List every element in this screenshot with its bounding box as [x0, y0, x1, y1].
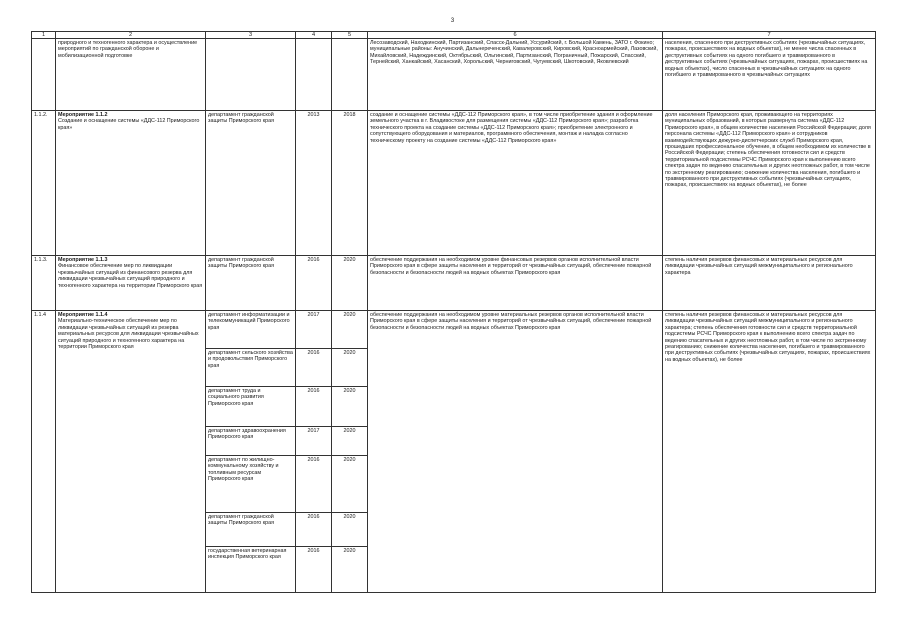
measure-cell: природного и техногенного характера и осуществление мероприятий по гражданской обороне и мобилизационной подготовке: [56, 39, 206, 111]
measure-description: Создание и оснащение системы «ДДС-112 Приморского края»: [58, 118, 200, 131]
result-cell: степень наличия резервов финансовых и материальных ресурсов для ликвидации чрезвычайных ситуаций межмуниципального и регионального характера; степень обеспечения готовности сил и средств территориальной подсистемы РСЧС Приморского края к выполнению всего спектра задач по ведению спасательных и других неотложных работ, в том числе по экстренному реагированию; снижение количества населения, погибшего и травмированного при деструктивных событиях (чрезвычайных ситуациях, пожарах, происшествиях на водных объектах), не более: [663, 311, 876, 593]
measure-title: Мероприятие 1.1.2: [58, 112, 108, 118]
end-year-cell: 2020: [332, 456, 368, 513]
row-number-cell: 1.1.4: [32, 311, 56, 593]
executor-cell: департамент гражданской защиты Приморского края: [206, 256, 296, 311]
header-cell: 3: [206, 32, 296, 39]
end-year-cell: 2018: [332, 111, 368, 256]
header-cell: 6: [368, 32, 663, 39]
executor-cell: департамент гражданской защиты Приморского края: [206, 513, 296, 547]
end-year-cell: 2020: [332, 387, 368, 427]
content-cell: обеспечение поддержания на необходимом уровне финансовых резервов органов исполнительной власти Приморского края в сфере защиты населения и территорий от чрезвычайных ситуаций, обеспечение пожарной безопасности и безопасности людей на водных объектах Приморского края: [368, 256, 663, 311]
end-year-cell: 2020: [332, 349, 368, 387]
result-cell: степень наличия резервов финансовых и материальных ресурсов для ликвидации чрезвычайных ситуаций межмуниципального и регионального характера: [663, 256, 876, 311]
header-cell: 1: [32, 32, 56, 39]
content-cell: создание и оснащение системы «ДДС-112 Приморского края», в том числе приобретение здания и оформление земельного участка в г. Владивостоке для размещения системы «ДДС-112 Приморского края»; разработка технического проекта на создание системы «ДДС-112 Приморского края»; приобретение электронного и сопутствующего оборудования и материалов, программного обеспечения, монтаж и наладка согласно техническому проекту на создание системы «ДДС-112 Приморского края»: [368, 111, 663, 256]
measure-cell: [56, 311, 206, 593]
end-year-cell: 2020: [332, 256, 368, 311]
continuation-row: [32, 39, 876, 111]
end-year-cell: [332, 39, 368, 111]
table-row: [32, 256, 876, 311]
header-cell: 7: [663, 32, 876, 39]
executor-cell: департамент по жилищно-коммунальному хозяйству и топливным ресурсам Приморского края: [206, 456, 296, 513]
executor-cell: [206, 39, 296, 111]
row-number-cell: 1.1.3.: [32, 256, 56, 311]
header-cell: 2: [56, 32, 206, 39]
start-year-cell: 2017: [296, 311, 332, 349]
page-number: 3: [450, 18, 455, 24]
executor-cell: государственная ветеринарная инспекция Приморского края: [206, 547, 296, 593]
start-year-cell: 2016: [296, 547, 332, 593]
start-year-cell: 2013: [296, 111, 332, 256]
header-cell: 4: [296, 32, 332, 39]
table-row: [32, 311, 876, 349]
content-cell: обеспечение поддержания на необходимом уровне материальных резервов органов исполнительной власти Приморского края в сфере защиты населения и территорий от чрезвычайных ситуаций, обеспечение пожарной безопасности и безопасности людей на водных объектах Приморского края: [368, 311, 663, 593]
row-number-cell: 1.1.2.: [32, 111, 56, 256]
row-number-cell: [32, 39, 56, 111]
executor-cell: департамент информатизации и телекоммуникаций Приморского края: [206, 311, 296, 349]
table-row: [32, 111, 876, 256]
start-year-cell: 2016: [296, 456, 332, 513]
start-year-cell: 2016: [296, 256, 332, 311]
end-year-cell: 2020: [332, 427, 368, 456]
start-year-cell: 2016: [296, 513, 332, 547]
measure-description: Финансовое обеспечение мер по ликвидации чрезвычайных ситуаций из финансового резерва для ликвидации чрезвычайных ситуаций природного и техногенного характера на территории Приморского края: [58, 263, 203, 289]
start-year-cell: 2016: [296, 387, 332, 427]
start-year-cell: [296, 39, 332, 111]
column-number-header: [32, 32, 876, 39]
executor-cell: департамент труда и социального развития Приморского края: [206, 387, 296, 427]
start-year-cell: 2017: [296, 427, 332, 456]
program-table: [31, 31, 876, 593]
start-year-cell: 2016: [296, 349, 332, 387]
end-year-cell: 2020: [332, 311, 368, 349]
measure-cell: [56, 111, 206, 256]
measure-title: Мероприятие 1.1.4: [58, 312, 108, 318]
end-year-cell: 2020: [332, 513, 368, 547]
measure-title: Мероприятие 1.1.3: [58, 257, 108, 263]
executor-cell: департамент здравоохранения Приморского края: [206, 427, 296, 456]
end-year-cell: 2020: [332, 547, 368, 593]
measure-cell: [56, 256, 206, 311]
measure-description: Материально-техническое обеспечение мер по ликвидации чрезвычайных ситуаций из резерва материальных ресурсов для ликвидации чрезвычайных ситуаций природного и техногенного характера на территории Приморского края: [58, 318, 199, 351]
executor-cell: департамент сельского хозяйства и продовольствия Приморского края: [206, 349, 296, 387]
executor-cell: департамент гражданской защиты Приморского края: [206, 111, 296, 256]
header-cell: 5: [332, 32, 368, 39]
result-cell: населения, спасенного при деструктивных событиях (чрезвычайных ситуациях, пожарах, происшествиях на водных объектах), не менее числа спасенных в деструктивных событиях на одного погибшего и травмированного в деструктивных событиях (чрезвычайных ситуациях, пожарах, происшествиях на водных объектах), число спасенных в чрезвычайных ситуациях на одного погибшего и травмированного в чрезвычайных ситуациях: [663, 39, 876, 111]
content-cell: Лесозаводский, Находкинский, Партизанский, Спасск-Дальний, Уссурийский, г. Большой Камень, ЗАТО г. Фокино; муниципальные районы: Анучинский, Дальнереченский, Кавалеровский, Кировский, Красноармейский, Лазовский, Михайловский, Надеждинский, Октябрьский, Ольгинский, Партизанский, Пограничный, Пожарский, Спасский, Тернейский, Ханкайский, Хасанский, Хорольский, Черниговский, Чугуевский, Шкотовский, Яковлевский: [368, 39, 663, 111]
result-cell: доля населения Приморского края, проживающего на территориях муниципальных образований, в которых развернута система «ДДС-112 Приморского края», в общем количестве населения Российской Федерации; доля персонала системы «ДДС-112 Приморского края» и сотрудников взаимодействующих дежурно-диспетчерских служб Приморского края, прошедших профессиональное обучение, в общем необходимом их количестве в Российской Федерации; степень обеспечения готовности сил и средств территориальной подсистемы РСЧС Приморского края к выполнению всего спектра задач по ведению спасательных и других неотложных работ, в том числе по экстренному реагированию; снижение количества населения, погибшего и травмированного при деструктивных событиях (чрезвычайных ситуациях, пожарах, происшествиях на водных объектах), не более: [663, 111, 876, 256]
